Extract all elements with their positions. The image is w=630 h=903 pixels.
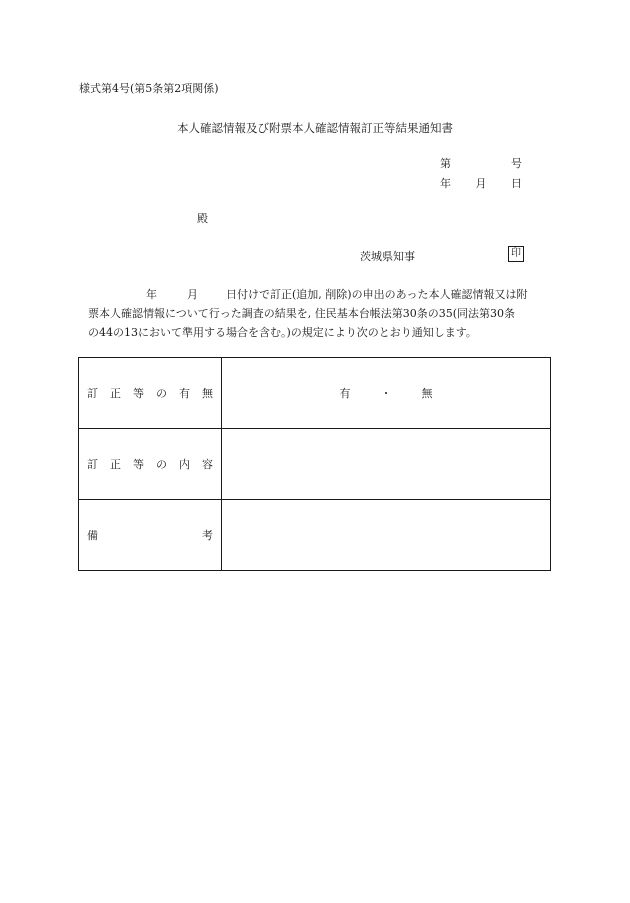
table-row-correction-status: [79, 358, 551, 429]
option-separator: ・: [380, 387, 392, 400]
body-line-1: 年 月 日付けで訂正(追加, 削除)の申出のあった本人確認情報又は附: [146, 288, 528, 301]
notice-body: [88, 285, 546, 342]
label-cell: [79, 358, 222, 429]
doc-number-prefix: 第: [440, 157, 451, 170]
body-line-2: 票本人確認情報について行った調査の結果を, 住民基本台帳法第30条の35(同法第30条: [88, 307, 516, 320]
doc-number-suffix: 号: [511, 157, 522, 170]
row-label-correction-content: 訂 正 等 の 内 容: [87, 458, 213, 471]
issuer-name: 茨城県知事: [360, 250, 415, 263]
table-row-remarks: [79, 500, 551, 571]
body-line-3: の44の13において準用する場合を含む。)の規定により次のとおり通知します。: [88, 326, 477, 339]
option-no[interactable]: 無: [421, 387, 433, 400]
issue-date: [440, 175, 522, 191]
date-year: 年: [440, 177, 451, 190]
addressee-honorific: 殿: [197, 212, 208, 225]
label-cell: [79, 429, 222, 500]
row-label-correction-status: 訂 正 等 の 有 無: [87, 387, 213, 400]
date-month: 月: [475, 177, 487, 190]
table-row-correction-content: [79, 429, 551, 500]
document-number: [440, 155, 522, 171]
document-title: 本人確認情報及び附票本人確認情報訂正等結果通知書: [177, 121, 453, 135]
row-label-remarks: 備 考: [87, 529, 213, 542]
result-table: [78, 357, 551, 571]
form-number: 様式第4号(第5条第2項関係): [79, 82, 219, 95]
option-yes[interactable]: 有: [339, 387, 351, 400]
seal-mark: 印: [508, 246, 524, 262]
value-cell-correction-content[interactable]: [222, 429, 551, 500]
value-cell-correction-status[interactable]: [222, 358, 551, 429]
label-cell: [79, 500, 222, 571]
date-day: 日: [511, 177, 522, 190]
value-cell-remarks[interactable]: [222, 500, 551, 571]
